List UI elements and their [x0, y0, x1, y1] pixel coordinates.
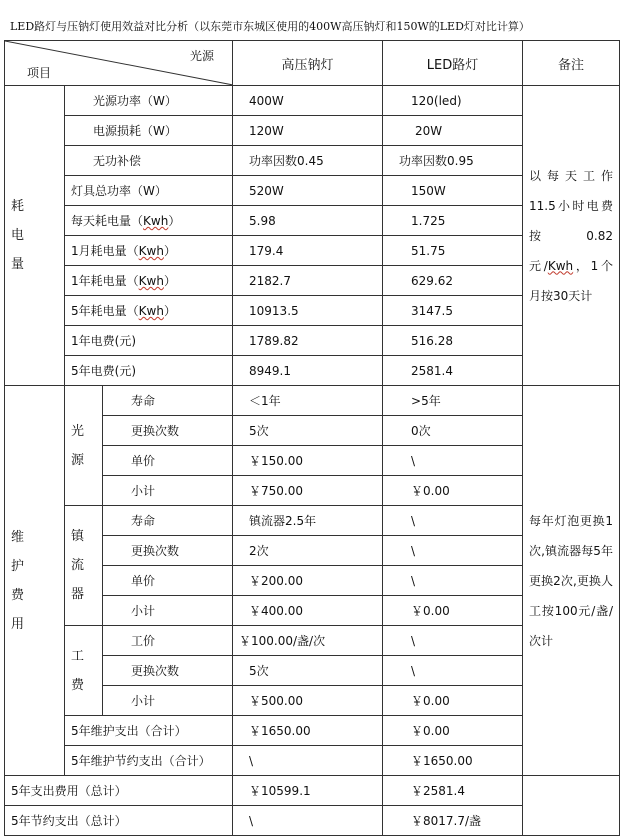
header-row	[5, 41, 620, 86]
led-value: 3147.5	[383, 296, 523, 326]
row-label: 1年电费(元)	[65, 326, 233, 356]
comparison-table	[4, 40, 620, 836]
row-label: 1月耗电量（Kwh）	[65, 236, 233, 266]
led-value: 0次	[383, 416, 523, 446]
row-label: 更换次数	[103, 416, 233, 446]
led-value: 51.75	[383, 236, 523, 266]
subgroup-light-source: 光 源	[65, 386, 103, 506]
group-energy: 耗 电 量	[5, 86, 65, 386]
row-label: 灯具总功率（W）	[65, 176, 233, 206]
hps-value: 1789.82	[233, 326, 383, 356]
row-label: 电源损耗（W）	[65, 116, 233, 146]
led-value: ￥0.00	[383, 686, 523, 716]
led-value: 功率因数0.95	[383, 146, 523, 176]
led-value: \	[383, 566, 523, 596]
hps-value: ￥400.00	[233, 596, 383, 626]
table-row	[5, 776, 620, 806]
led-value: ￥0.00	[383, 716, 523, 746]
led-value: 1.725	[383, 206, 523, 236]
led-value: ￥8017.7/盏	[383, 806, 523, 836]
led-value: \	[383, 536, 523, 566]
hps-value: ＜1年	[233, 386, 383, 416]
subgroup-ballast: 镇 流 器	[65, 506, 103, 626]
row-label: 更换次数	[103, 536, 233, 566]
header-item: 项目	[27, 66, 52, 80]
hps-value: 179.4	[233, 236, 383, 266]
led-value: 2581.4	[383, 356, 523, 386]
row-label: 小计	[103, 596, 233, 626]
led-value: 150W	[383, 176, 523, 206]
led-value: ￥0.00	[383, 476, 523, 506]
row-label: 更换次数	[103, 656, 233, 686]
row-label: 无功补偿	[65, 146, 233, 176]
row-label: 单价	[103, 446, 233, 476]
header-led: LED路灯	[383, 41, 523, 86]
hps-value: ￥1650.00	[233, 716, 383, 746]
hps-value: 5次	[233, 656, 383, 686]
page-title: LED路灯与压钠灯使用效益对比分析（以东莞市东城区使用的400W高压钠灯和150W的LED灯对比计算）	[10, 20, 530, 33]
header-note: 备注	[523, 41, 620, 86]
hps-value: ￥500.00	[233, 686, 383, 716]
led-value: ￥1650.00	[383, 746, 523, 776]
hps-value: 400W	[233, 86, 383, 116]
row-label: 5年电费(元)	[65, 356, 233, 386]
row-label: 小计	[103, 476, 233, 506]
led-value: 120(led)	[383, 86, 523, 116]
row-label: 寿命	[103, 506, 233, 536]
header-hps: 高压钠灯	[233, 41, 383, 86]
led-value: \	[383, 656, 523, 686]
led-value: ￥2581.4	[383, 776, 523, 806]
row-label: 小计	[103, 686, 233, 716]
led-value: \	[383, 506, 523, 536]
row-label: 单价	[103, 566, 233, 596]
hps-value: \	[233, 746, 383, 776]
row-label: 工价	[103, 626, 233, 656]
row-label: 5年维护支出（合计）	[65, 716, 233, 746]
led-value: 20W	[383, 116, 523, 146]
row-label: 5年支出费用（总计）	[5, 776, 233, 806]
hps-value: 镇流器2.5年	[233, 506, 383, 536]
hps-value: 5次	[233, 416, 383, 446]
hps-value: ￥200.00	[233, 566, 383, 596]
hps-value: ￥150.00	[233, 446, 383, 476]
table-row	[5, 386, 620, 416]
table-row	[5, 86, 620, 116]
hps-value: 2次	[233, 536, 383, 566]
group-maintenance: 维 护 费 用	[5, 386, 65, 776]
summary-note	[523, 776, 620, 836]
row-label: 每天耗电量（Kwh）	[65, 206, 233, 236]
maintenance-note: 每年灯泡更换1次,镇流器每5年更换2次,更换人工按100元/盏/次计	[523, 386, 620, 776]
subgroup-labor: 工 费	[65, 626, 103, 716]
led-value: 629.62	[383, 266, 523, 296]
energy-note: 以每天工作11.5小时电费按 0.82 元/Kwh，1个月按30天计	[523, 86, 620, 386]
header-diagonal-cell	[5, 41, 233, 86]
header-light-source: 光源	[190, 49, 215, 63]
led-value: ￥0.00	[383, 596, 523, 626]
row-label: 1年耗电量（Kwh）	[65, 266, 233, 296]
row-label: 光源功率（W）	[65, 86, 233, 116]
row-label: 5年耗电量（Kwh）	[65, 296, 233, 326]
led-value: 516.28	[383, 326, 523, 356]
row-label: 5年节约支出（总计）	[5, 806, 233, 836]
hps-value: ￥750.00	[233, 476, 383, 506]
led-value: \	[383, 626, 523, 656]
hps-value: 8949.1	[233, 356, 383, 386]
hps-value: \	[233, 806, 383, 836]
row-label: 寿命	[103, 386, 233, 416]
hps-value: ￥10599.1	[233, 776, 383, 806]
hps-value: 5.98	[233, 206, 383, 236]
led-value: >5年	[383, 386, 523, 416]
hps-value: 功率因数0.45	[233, 146, 383, 176]
row-label: 5年维护节约支出（合计）	[65, 746, 233, 776]
hps-value: 520W	[233, 176, 383, 206]
led-value: \	[383, 446, 523, 476]
hps-value: 120W	[233, 116, 383, 146]
hps-value: 10913.5	[233, 296, 383, 326]
hps-value: 2182.7	[233, 266, 383, 296]
hps-value: ￥100.00/盏/次	[233, 626, 383, 656]
